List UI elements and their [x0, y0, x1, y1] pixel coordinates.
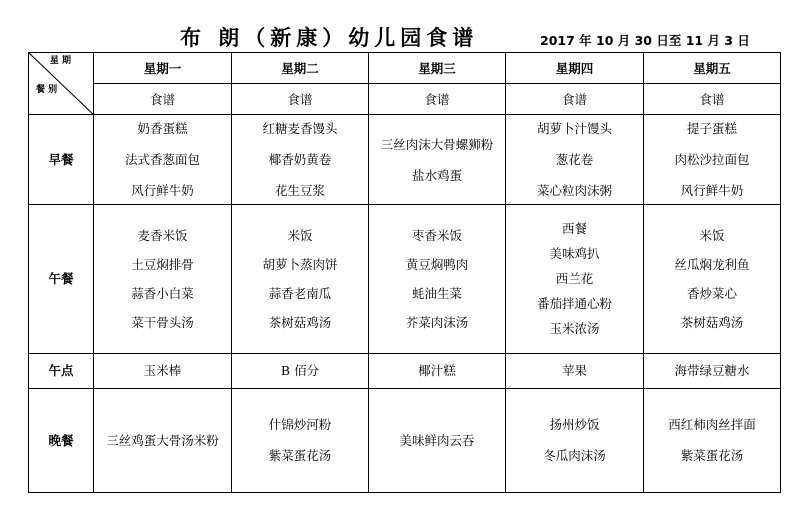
- menu-title: 布 朗（新康）幼儿园食谱: [180, 25, 479, 50]
- dish: 番茄拌通心粉: [536, 296, 612, 312]
- dish: 茶树菇鸡汤: [268, 314, 332, 330]
- dish: 扬州炒饭: [549, 417, 600, 433]
- meal-label: 午点: [29, 353, 94, 388]
- dish: 胡萝卜汁馒头: [536, 121, 612, 137]
- dish: 菜心粒肉沫粥: [536, 183, 612, 199]
- recipe-subheader: 食谱: [369, 84, 506, 115]
- dish: 法式香葱面包: [124, 152, 200, 168]
- menu-cell: [506, 388, 644, 492]
- dish: 椰汁糕: [418, 363, 456, 379]
- dish: 什锦炒河粉: [268, 417, 332, 433]
- menu-cell: [644, 205, 781, 353]
- meal-row-breakfast: [29, 115, 781, 205]
- menu-cell: [644, 353, 781, 388]
- dish: 西餐: [561, 221, 587, 237]
- menu-cell: [94, 205, 232, 353]
- day-header: 星期三: [369, 53, 506, 84]
- dish: 香炒菜心: [686, 285, 737, 301]
- day-header: 星期五: [644, 53, 781, 84]
- dish: 西兰花: [555, 271, 594, 287]
- dish: 美味鸡扒: [549, 246, 600, 262]
- dish: 蚝油生菜: [411, 285, 462, 301]
- dish: 紫菜蛋花汤: [680, 448, 744, 464]
- dish: 土豆焖排骨: [131, 256, 194, 272]
- menu-cell: [94, 388, 232, 492]
- dish: 麦香米饭: [137, 227, 188, 243]
- menu-cell: [644, 388, 781, 492]
- dish: 胡萝卜蒸肉饼: [262, 256, 338, 272]
- menu-cell: [369, 205, 506, 353]
- corner-cell: [29, 53, 94, 115]
- dish: 葱花卷: [555, 152, 594, 168]
- dish: 玉米棒: [143, 363, 182, 379]
- menu-cell: [232, 115, 369, 205]
- recipe-subheader: 食谱: [94, 84, 232, 115]
- recipe-subheader: 食谱: [506, 84, 644, 115]
- dish: 菜干骨头汤: [131, 314, 194, 330]
- dish: 三丝鸡蛋大骨汤米粉: [106, 432, 219, 448]
- day-header: 星期四: [506, 53, 644, 84]
- day-header: 星期一: [94, 53, 232, 84]
- dish: 花生豆浆: [274, 183, 325, 199]
- dish: 美味鲜肉云吞: [399, 432, 475, 448]
- corner-meal-label: 餐 别: [36, 85, 58, 95]
- meal-label: 午餐: [29, 205, 94, 353]
- dish: 西红柿肉丝拌面: [668, 417, 756, 433]
- date-range: 2017 年 10 月 30 日至 11 月 3 日: [540, 33, 750, 48]
- menu-cell: [94, 353, 232, 388]
- menu-cell: [506, 205, 644, 353]
- dish: 风行鲜牛奶: [131, 183, 194, 199]
- menu-cell: [94, 115, 232, 205]
- dish: 风行鲜牛奶: [680, 183, 744, 199]
- dish: 米饭: [699, 227, 725, 243]
- dish: 椰香奶黄卷: [268, 152, 332, 168]
- menu-cell: [369, 115, 506, 205]
- dish: 蒜香老南瓜: [268, 285, 332, 301]
- dish: 三丝肉沫大骨螺狮粉: [380, 136, 494, 152]
- dish: 红糖麦香馒头: [262, 121, 338, 137]
- dish: 冬瓜肉沫汤: [543, 448, 606, 464]
- menu-cell: [644, 115, 781, 205]
- dish: 海带绿豆糖水: [674, 363, 750, 379]
- dish: 茶树菇鸡汤: [680, 314, 744, 330]
- dish: 苹果: [561, 363, 587, 379]
- menu-cell: [369, 353, 506, 388]
- meal-label: 晚餐: [29, 388, 94, 492]
- menu-cell: [506, 353, 644, 388]
- subheader-row: [29, 84, 781, 115]
- menu-cell: [369, 388, 506, 492]
- dish: B 佰分: [280, 363, 320, 379]
- dish: 玉米浓汤: [549, 321, 600, 337]
- dish: 黄豆焖鸭肉: [405, 256, 469, 272]
- meal-row-dinner: [29, 388, 781, 492]
- dish: 枣香米饭: [411, 227, 462, 243]
- dish: 紫菜蛋花汤: [268, 448, 332, 464]
- dish: 丝瓜焖龙利鱼: [674, 256, 750, 272]
- recipe-subheader: 食谱: [644, 84, 781, 115]
- meal-row-lunch: [29, 205, 781, 353]
- meal-row-snack: [29, 353, 781, 388]
- dish: 肉松沙拉面包: [674, 152, 750, 168]
- dish: 提子蛋糕: [686, 121, 737, 137]
- menu-cell: [232, 388, 369, 492]
- menu-cell: [506, 115, 644, 205]
- dish: 芥菜肉沫汤: [405, 314, 469, 330]
- dish: 盐水鸡蛋: [411, 167, 462, 183]
- dish: 蒜香小白菜: [131, 285, 194, 301]
- meal-label: 早餐: [29, 115, 94, 205]
- day-header-row: [29, 53, 781, 84]
- menu-table: [28, 52, 781, 493]
- menu-cell: [232, 205, 369, 353]
- day-header: 星期二: [232, 53, 369, 84]
- menu-cell: [232, 353, 369, 388]
- dish: 米饭: [287, 227, 313, 243]
- dish: 奶香蛋糕: [137, 121, 188, 137]
- corner-weekday-label: 星 期: [49, 56, 71, 66]
- recipe-subheader: 食谱: [232, 84, 369, 115]
